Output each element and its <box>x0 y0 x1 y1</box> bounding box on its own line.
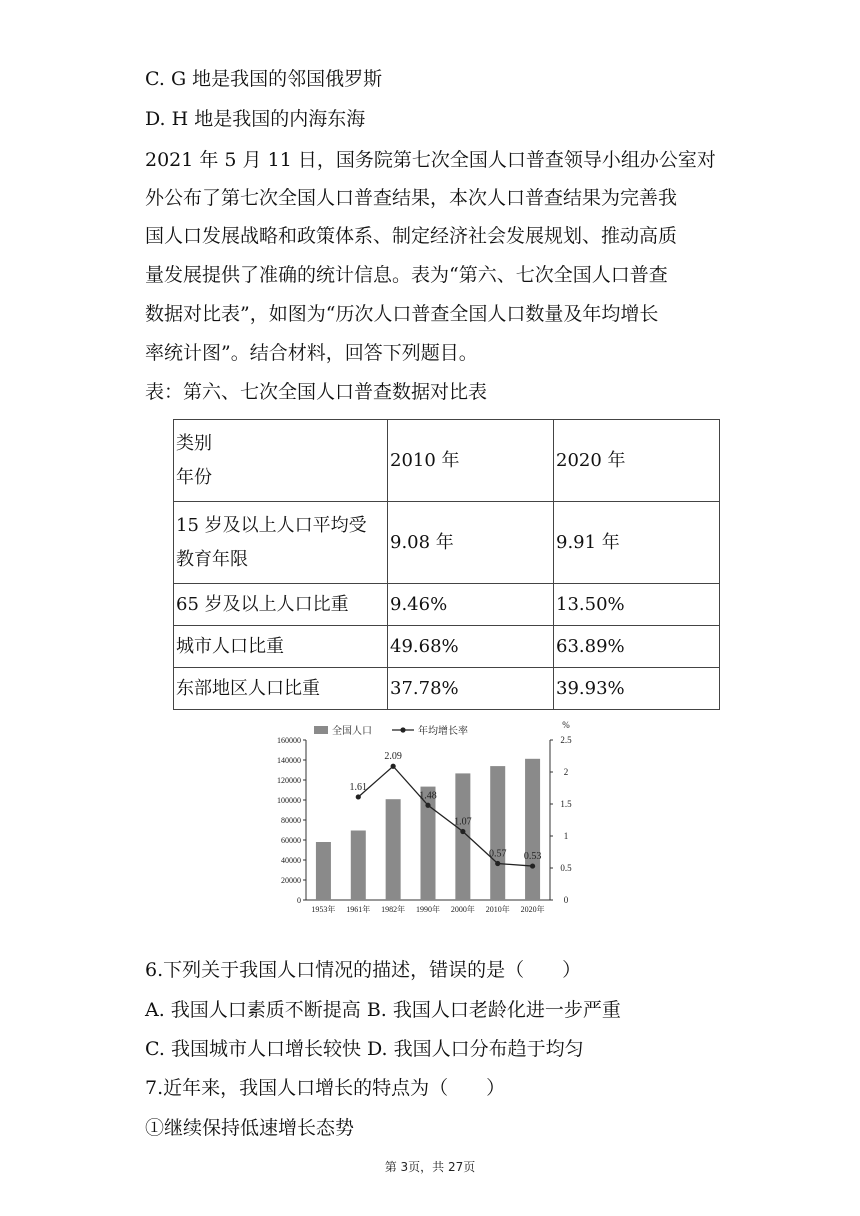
data-label: 0.57 <box>488 848 507 860</box>
x-tick-label: 1982年 <box>381 905 406 914</box>
right-tick-label: 2 <box>563 767 569 777</box>
question-7: 7.近年来，我国人口增长的特点为（ ） <box>145 1077 506 1099</box>
left-tick-label: 20000 <box>281 876 301 885</box>
row-label <box>174 502 388 584</box>
question-7-item-1: ①继续保持低速增长态势 <box>145 1117 355 1139</box>
cell-2010: 49.68% <box>388 626 554 668</box>
question-6-options-cd: C. 我国城市人口增长较快 D. 我国人口分布趋于均匀 <box>145 1038 584 1060</box>
table-row <box>174 584 720 626</box>
cell-2020: 63.89% <box>554 626 720 668</box>
growth-point-2000年 <box>460 829 465 834</box>
row-label: 东部地区人口比重 <box>174 668 388 710</box>
header-year-label: 年份 <box>176 466 212 488</box>
table-row <box>174 668 720 710</box>
right-tick-label: 2.5 <box>560 735 572 745</box>
population-chart <box>262 718 592 918</box>
left-tick-label: 100000 <box>277 796 301 805</box>
paragraph-line-3: 国人口发展战略和政策体系、制定经济社会发展规划、推动高质 <box>145 225 678 247</box>
legend-line-marker <box>400 727 405 732</box>
row-label-line-2: 教育年限 <box>176 548 248 570</box>
header-2010: 2010 年 <box>388 420 554 502</box>
legend-bar-swatch <box>314 726 328 734</box>
left-tick-label: 160000 <box>277 736 301 745</box>
data-label: 1.61 <box>349 781 368 793</box>
table-caption: 表：第六、七次全国人口普查数据对比表 <box>145 381 488 403</box>
right-tick-label: 1 <box>563 831 569 841</box>
option-d: D. H 地是我国的内海东海 <box>145 108 366 130</box>
growth-point-2020年 <box>530 863 535 868</box>
legend-bar-label: 全国人口 <box>332 726 372 737</box>
cell-2020: 13.50% <box>554 584 720 626</box>
x-tick-label: 2000年 <box>450 905 475 914</box>
header-category-label: 类别 <box>176 432 212 454</box>
growth-point-2010年 <box>495 861 500 866</box>
paragraph-line-5: 数据对比表”，如图为“历次人口普查全国人口数量及年均增长 <box>145 303 659 325</box>
cell-2010: 9.08 年 <box>388 502 554 584</box>
comparison-table <box>173 419 720 710</box>
header-corner-cell <box>174 420 388 502</box>
x-tick-label: 1961年 <box>346 905 371 914</box>
question-6-options-ab: A. 我国人口素质不断提高 B. 我国人口老龄化进一步严重 <box>145 999 621 1021</box>
right-tick-label: 0.5 <box>560 863 572 873</box>
cell-2010: 37.78% <box>388 668 554 710</box>
table-row <box>174 502 720 584</box>
paragraph-line-1: 2021 年 5 月 11 日，国务院第七次全国人口普查领导小组办公室对 <box>145 149 716 171</box>
x-tick-label: 2020年 <box>520 905 545 914</box>
right-tick-label: 0 <box>563 895 569 905</box>
growth-point-1982年 <box>391 764 396 769</box>
right-axis-unit: % <box>562 720 570 730</box>
bar-1953年 <box>316 842 331 900</box>
table-row <box>174 626 720 668</box>
bar-2010年 <box>490 766 505 900</box>
header-2020: 2020 年 <box>554 420 720 502</box>
right-tick-label: 1.5 <box>560 799 572 809</box>
data-label: 1.07 <box>454 816 472 828</box>
option-c: C. G 地是我国的邻国俄罗斯 <box>145 68 383 90</box>
row-label: 65 岁及以上人口比重 <box>174 584 388 626</box>
left-tick-label: 0 <box>297 896 301 905</box>
paragraph-line-6: 率统计图”。结合材料，回答下列题目。 <box>145 342 478 364</box>
bar-1961年 <box>351 831 366 901</box>
x-tick-label: 2010年 <box>485 905 510 914</box>
cell-2020: 39.93% <box>554 668 720 710</box>
left-tick-label: 40000 <box>281 856 301 865</box>
cell-2010: 9.46% <box>388 584 554 626</box>
left-tick-label: 80000 <box>281 816 301 825</box>
row-label: 城市人口比重 <box>174 626 388 668</box>
data-label: 1.48 <box>419 790 437 802</box>
growth-point-1961年 <box>356 794 361 799</box>
cell-2020: 9.91 年 <box>554 502 720 584</box>
growth-point-1990年 <box>425 803 430 808</box>
data-label: 2.09 <box>384 751 402 763</box>
left-tick-label: 120000 <box>277 776 301 785</box>
bar-2020年 <box>525 759 540 900</box>
table-header-row <box>174 420 720 502</box>
left-tick-label: 60000 <box>281 836 301 845</box>
paragraph-line-4: 量发展提供了准确的统计信息。表为“第六、七次全国人口普查 <box>145 264 668 286</box>
x-tick-label: 1953年 <box>311 905 336 914</box>
row-label-line-1: 15 岁及以上人口平均受 <box>176 514 367 536</box>
bar-1982年 <box>386 799 401 900</box>
page-footer: 第 3页，共 27页 <box>384 1160 476 1174</box>
legend-line-label: 年均增长率 <box>418 726 468 737</box>
question-6: 6.下列关于我国人口情况的描述，错误的是（ ） <box>145 959 582 981</box>
paragraph-line-2: 外公布了第七次全国人口普查结果，本次人口普查结果为完善我 <box>145 187 678 209</box>
x-tick-label: 1990年 <box>416 905 440 914</box>
data-label: 0.53 <box>523 851 542 863</box>
left-tick-label: 140000 <box>277 756 301 765</box>
